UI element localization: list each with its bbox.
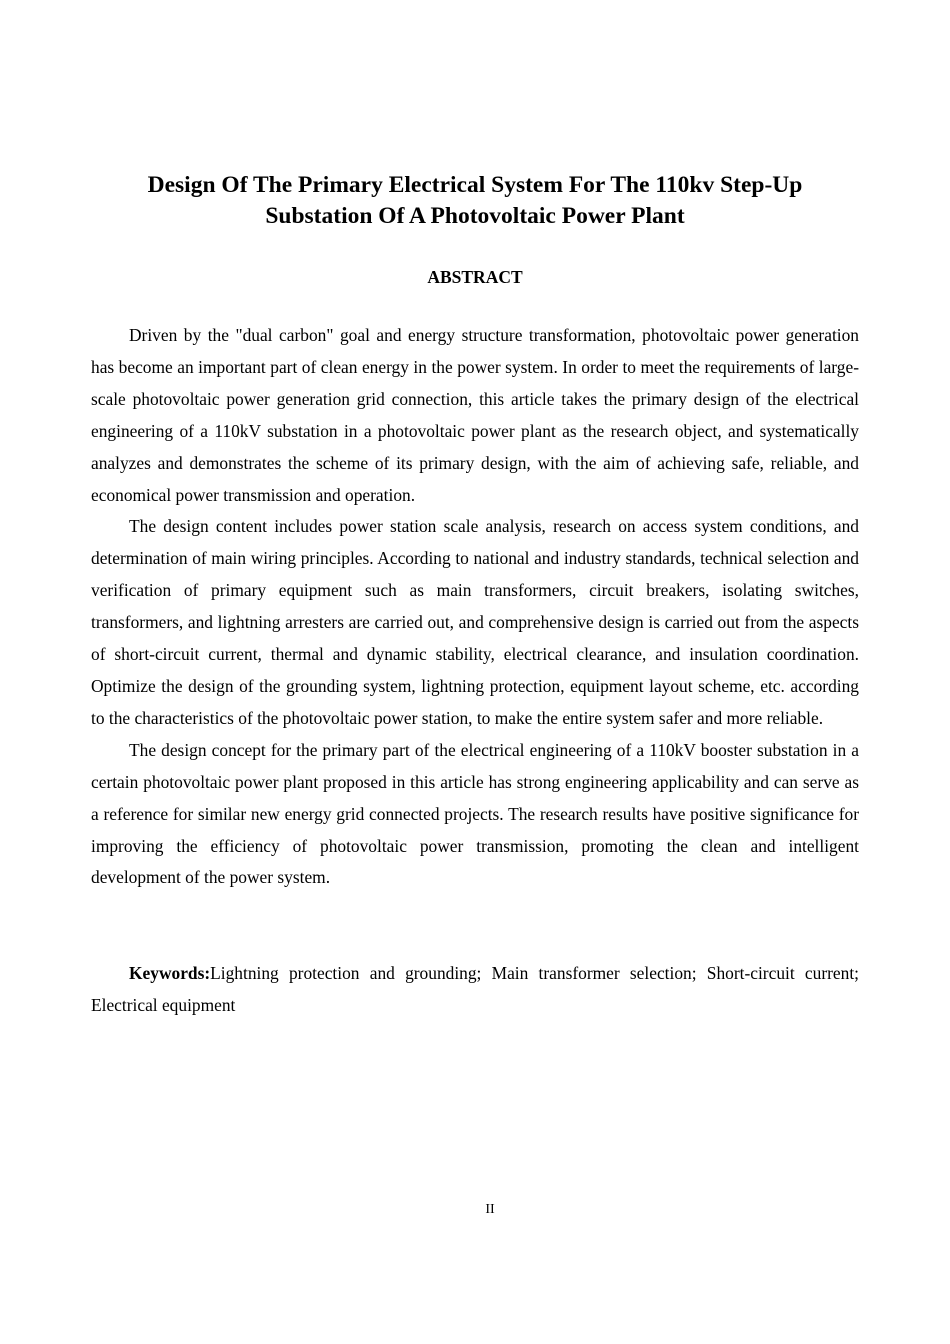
abstract-paragraph-3: The design concept for the primary part of the electrical engineering of a 110kV booster substation in a certain photovoltaic power plant proposed in this article has strong engineering applicability and can serve as a reference for similar new energy grid connected projects. The research results have positive significance for improving the efficiency of photovoltaic power transmission, promoting the clean and intelligent development of the power system. <box>91 739 859 888</box>
keywords-text: Lightning protection and grounding; Main transformer selection; Short-circuit current; Electrical equipment <box>91 963 859 1015</box>
keywords-label: Keywords: <box>129 963 211 983</box>
abstract-paragraph-1: Driven by the "dual carbon" goal and energy structure transformation, photovoltaic power generation has become an important part of clean energy in the power system. In order to meet the requirements of large-scale photovoltaic power generation grid connection, this article takes the primary design of the electrical engineering of a 110kV substation in a photovoltaic power plant as the research object, and systematically analyzes and demonstrates the scheme of its primary design, with the aim of achieving safe, reliable, and economical power transmission and operation. <box>91 325 859 505</box>
page-number: II <box>485 1202 495 1217</box>
abstract-body <box>91 320 859 894</box>
keywords-line <box>91 958 859 1022</box>
title-line-2: Substation Of A Photovoltaic Power Plant <box>265 203 685 229</box>
abstract-heading: ABSTRACT <box>427 267 523 287</box>
title-line-1: Design Of The Primary Electrical System For The 110kv Step-Up <box>147 172 803 198</box>
abstract-paragraph-2: The design content includes power station scale analysis, research on access system conditions, and determination of main wiring principles. According to national and industry standards, technical selection and verification of primary equipment such as main transformers, circuit breakers, isolating switches, transformers, and lightning arresters are carried out, and comprehensive design is carried out from the aspects of short-circuit current, thermal and dynamic stability, electrical clearance, and insulation coordination. Optimize the design of the grounding system, lightning protection, equipment layout scheme, etc. according to the characteristics of the photovoltaic power station, to make the entire system safer and more reliable. <box>91 516 859 728</box>
document-title <box>90 170 860 232</box>
